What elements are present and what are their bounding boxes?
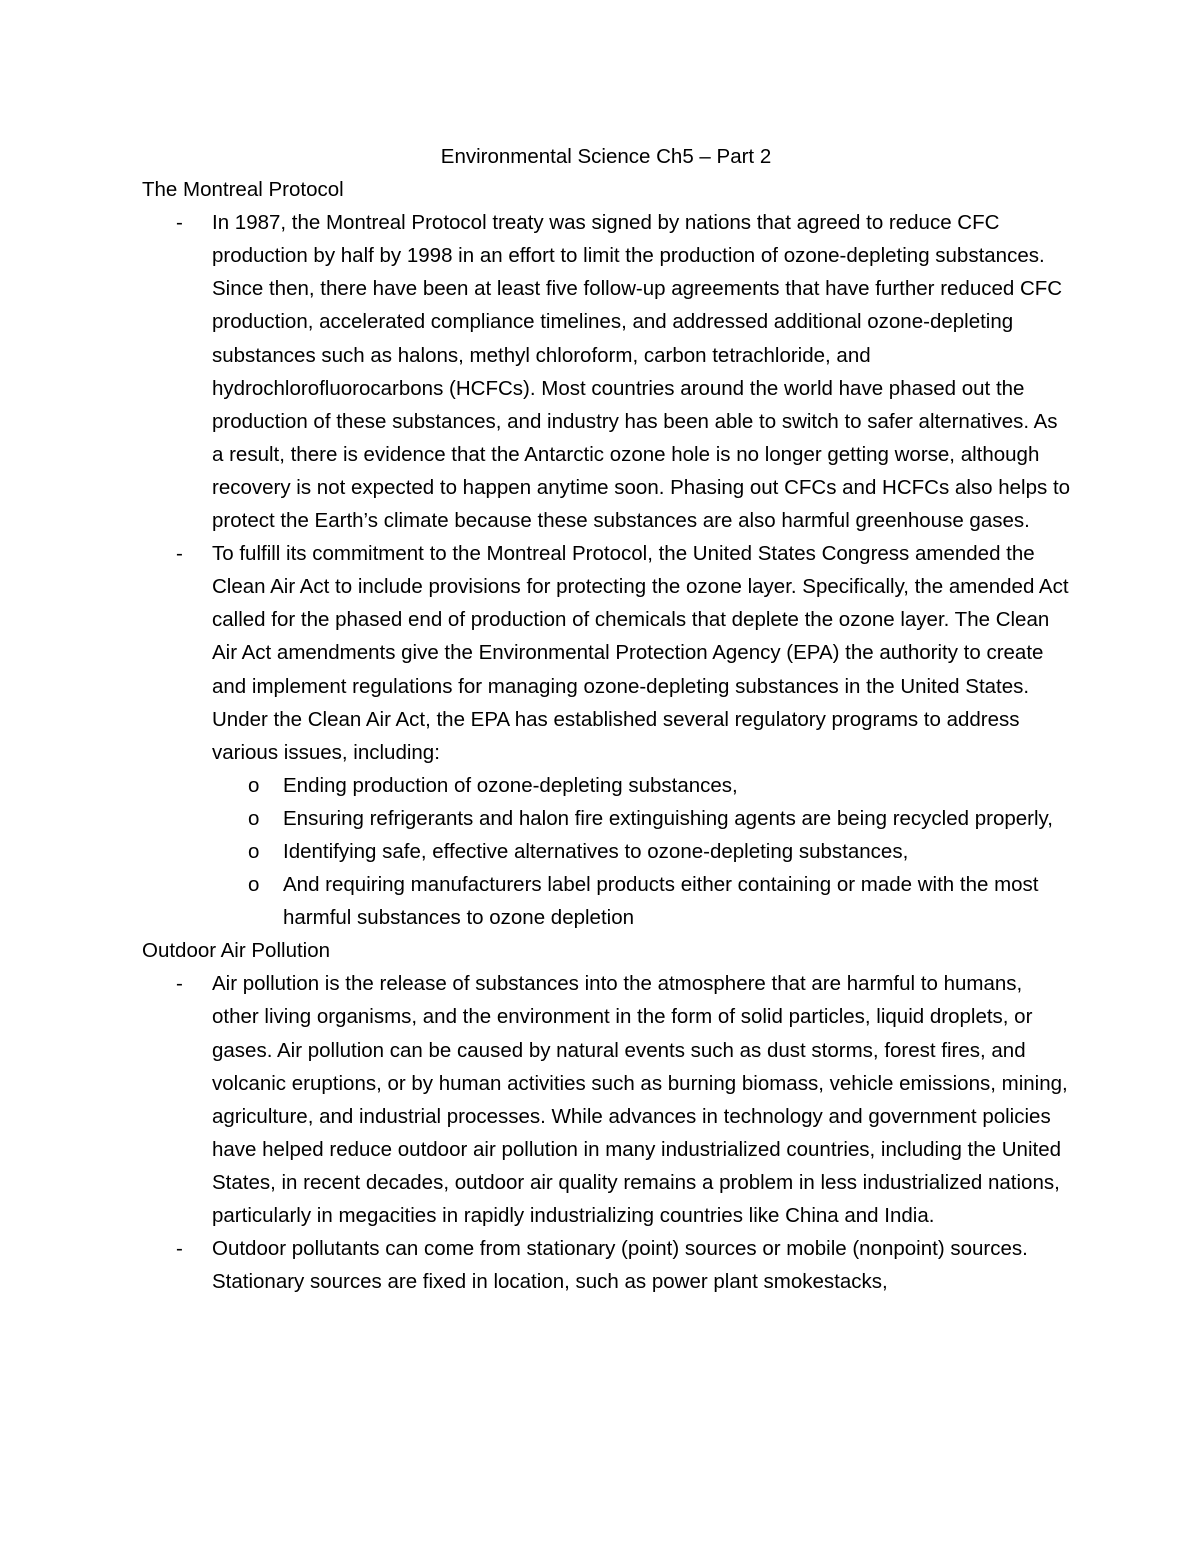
dash-bullet-marker: - — [176, 1237, 183, 1261]
bullet-text: To fulfill its commitment to the Montreal Protocol, the United States Congress amended the Clean Air Act to include provisions for protecting the ozone layer. Specifically, the amended Act called for the phased end of production of chemicals that deplete the ozone layer. The Clean Air Act amendments give the Environmental Protection Agency (EPA) the authority to create and implement regulations for managing ozone-depleting substances in the United States. Under the Clean Air Act, the EPA has established several regulatory programs to address various issues, including: — [212, 542, 1069, 764]
section-heading-montreal-protocol: The Montreal Protocol — [142, 178, 344, 202]
sub-bullet-text: Identifying safe, effective alternatives to ozone-depleting substances, — [283, 839, 909, 863]
document-body — [142, 140, 1072, 1298]
bullet-text: Outdoor pollutants can come from stationary (point) sources or mobile (nonpoint) sources. Stationary sources are fixed in location, such as power plant smokestacks, — [212, 1237, 1028, 1294]
sub-list-item — [212, 835, 1072, 868]
outdoor-air-pollution-list — [142, 967, 1072, 1298]
sub-list-item — [212, 868, 1072, 934]
circle-bullet-marker: o — [248, 773, 260, 797]
regulatory-programs-list — [212, 769, 1072, 934]
list-item — [142, 537, 1072, 934]
section-heading-outdoor-air-pollution: Outdoor Air Pollution — [142, 939, 331, 963]
sub-bullet-text: And requiring manufacturers label products either containing or made with the most harmful substances to ozone depletion — [283, 873, 1039, 930]
bullet-text: In 1987, the Montreal Protocol treaty was signed by nations that agreed to reduce CFC production by half by 1998 in an effort to limit the production of ozone-depleting substances. Since then, there have been at least five follow-up agreements that have further reduced CFC production, accelerated compliance timelines, and addressed additional ozone-depleting substances such as halons, methyl chloroform, carbon tetrachloride, and hydrochlorofluorocarbons (HCFCs). Most countries around the world have phased out the production of these substances, and industry has been able to switch to safer alternatives. As a result, there is evidence that the Antarctic ozone hole is no longer getting worse, although recovery is not expected to happen anytime soon. Phasing out CFCs and HCFCs also helps to protect the Earth’s climate because these substances are also harmful greenhouse gases. — [212, 211, 1071, 533]
list-item — [142, 967, 1072, 1232]
circle-bullet-marker: o — [248, 839, 260, 863]
sub-list-item — [212, 769, 1072, 802]
dash-bullet-marker: - — [176, 972, 183, 996]
montreal-protocol-list — [142, 206, 1072, 934]
sub-bullet-text: Ending production of ozone-depleting substances, — [283, 773, 738, 797]
circle-bullet-marker: o — [248, 806, 260, 830]
dash-bullet-marker: - — [176, 542, 183, 566]
sub-bullet-text: Ensuring refrigerants and halon fire extinguishing agents are being recycled properly, — [283, 806, 1053, 830]
list-item — [142, 206, 1072, 537]
list-item — [142, 1232, 1072, 1298]
page-title: Environmental Science Ch5 – Part 2 — [440, 145, 772, 168]
sub-list-item — [212, 802, 1072, 835]
bullet-text: Air pollution is the release of substances into the atmosphere that are harmful to humans, other living organisms, and the environment in the form of solid particles, liquid droplets, or gases. Air pollution can be caused by natural events such as dust storms, forest fires, and volcanic eruptions, or by human activities such as burning biomass, vehicle emissions, mining, agriculture, and industrial processes. While advances in technology and government policies have helped reduce outdoor air pollution in many industrialized countries, including the United States, in recent decades, outdoor air quality remains a problem in less industrialized nations, particularly in megacities in rapidly industrializing countries like China and India. — [212, 972, 1068, 1227]
circle-bullet-marker: o — [248, 873, 260, 897]
dash-bullet-marker: - — [176, 211, 183, 235]
